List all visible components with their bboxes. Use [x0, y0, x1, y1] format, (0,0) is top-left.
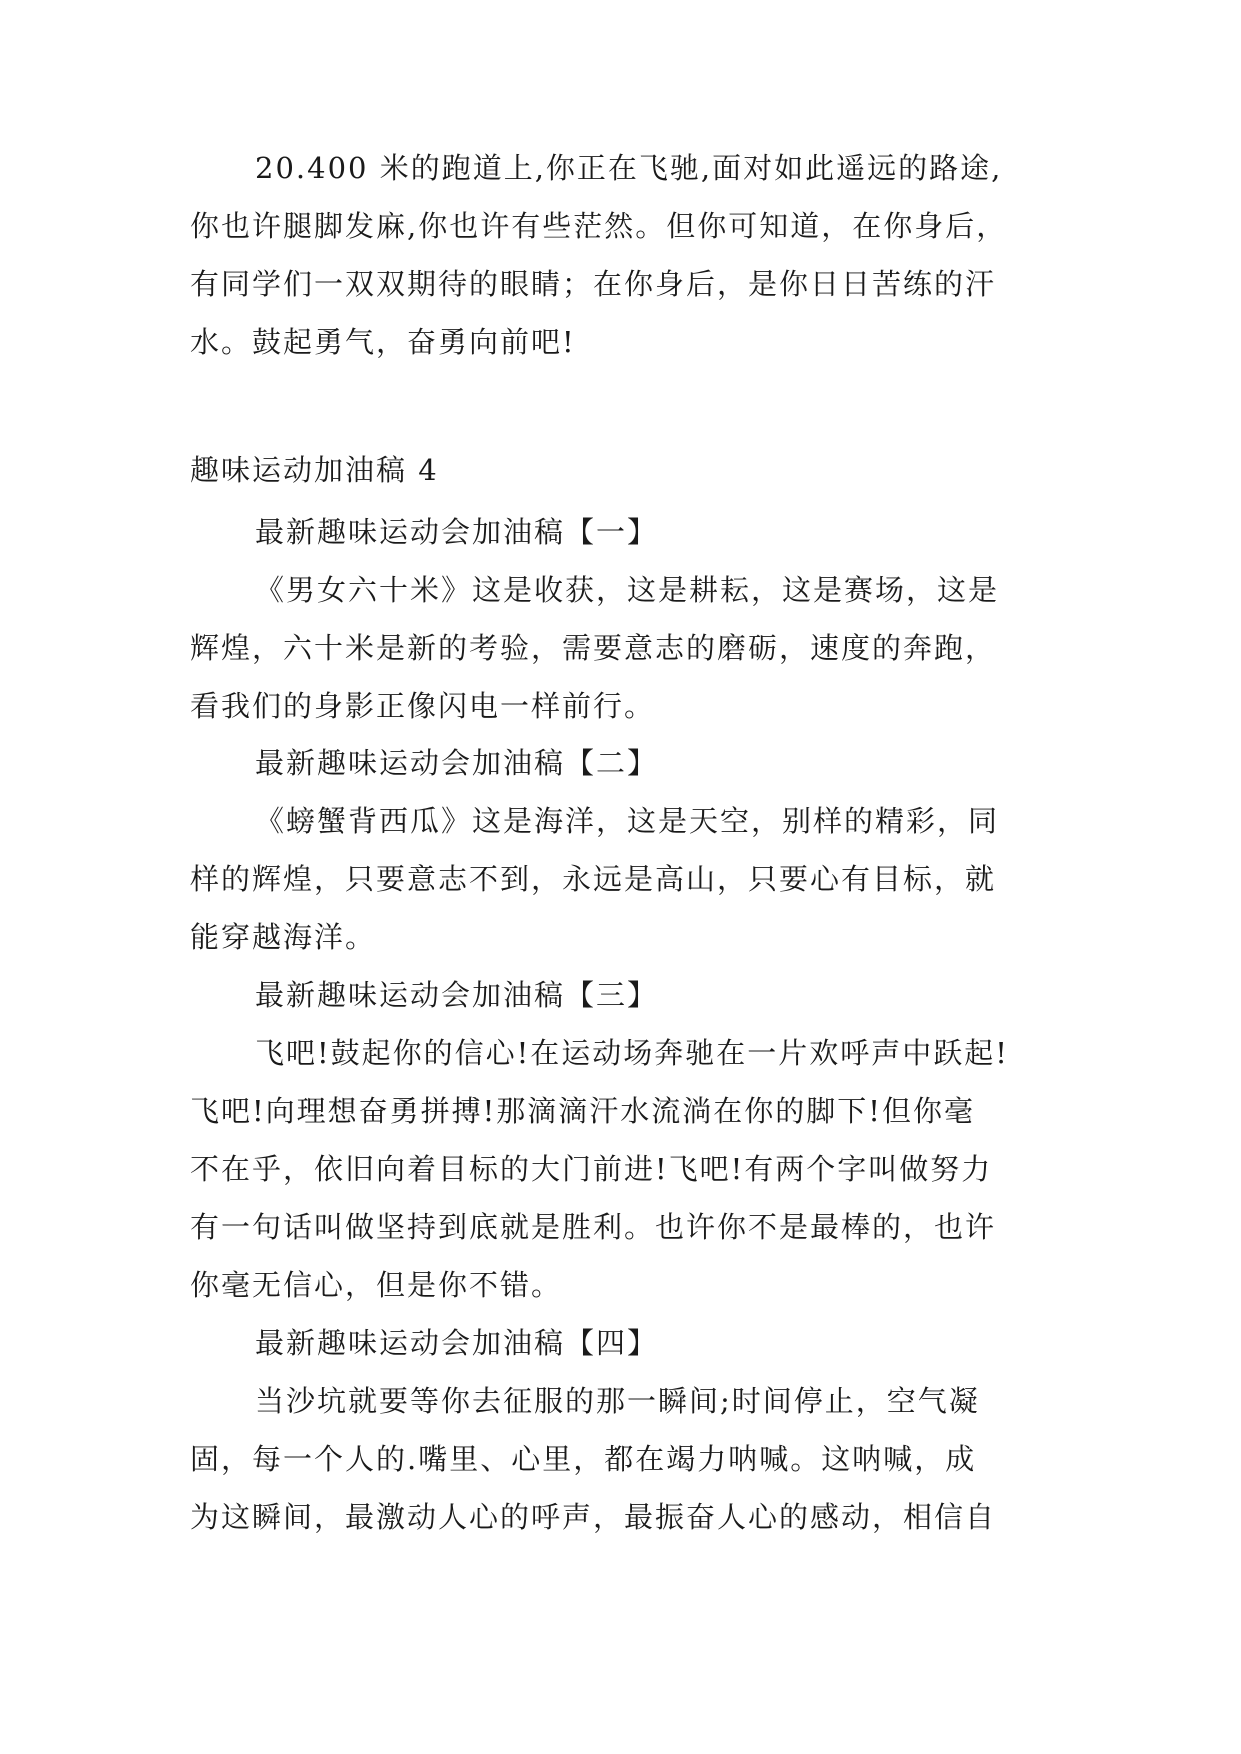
paragraph-line: 当沙坑就要等你去征服的那一瞬间;时间停止，空气凝	[255, 1384, 980, 1418]
paragraph-line: 辉煌，六十米是新的考验，需要意志的磨砺，速度的奔跑，	[190, 631, 997, 665]
paragraph-line: 《男女六十米》这是收获，这是耕耘，这是赛场，这是	[255, 573, 1000, 607]
paragraph-line: 20.400 米的跑道上,你正在飞驰,面对如此遥远的路途,	[255, 151, 1003, 185]
paragraph-line: 看我们的身影正像闪电一样前行。	[190, 689, 656, 723]
paragraph-line: 能穿越海洋。	[190, 920, 377, 954]
part-heading: 最新趣味运动会加油稿【三】	[255, 978, 659, 1012]
paragraph-line: 你毫无信心，但是你不错。	[190, 1268, 563, 1302]
paragraph-line: 不在乎，依旧向着目标的大门前进!飞吧!有两个字叫做努力	[190, 1152, 993, 1186]
paragraph-line: 有一句话叫做坚持到底就是胜利。也许你不是最棒的，也许	[190, 1210, 997, 1244]
paragraph-line: 飞吧!向理想奋勇拼搏!那滴滴汗水流淌在你的脚下!但你毫	[190, 1094, 975, 1128]
paragraph-line: 《螃蟹背西瓜》这是海洋，这是天空，别样的精彩，同	[255, 804, 1000, 838]
part-heading: 最新趣味运动会加油稿【一】	[255, 515, 659, 549]
paragraph-line: 飞吧!鼓起你的信心!在运动场奔驰在一片欢呼声中跃起!	[255, 1036, 1009, 1070]
part-heading: 最新趣味运动会加油稿【四】	[255, 1326, 659, 1360]
paragraph-line: 为这瞬间，最激动人心的呼声，最振奋人心的感动，相信自	[190, 1500, 997, 1534]
paragraph-line: 固，每一个人的.嘴里、心里，都在竭力呐喊。这呐喊，成	[190, 1442, 977, 1476]
paragraph-line: 有同学们一双双期待的眼睛；在你身后，是你日日苦练的汗	[190, 267, 997, 301]
paragraph-line: 样的辉煌，只要意志不到，永远是高山，只要心有目标，就	[190, 862, 997, 896]
section-title: 趣味运动加油稿 4	[190, 453, 439, 487]
part-heading: 最新趣味运动会加油稿【二】	[255, 746, 659, 780]
paragraph-line: 水。鼓起勇气，奋勇向前吧!	[190, 325, 576, 359]
paragraph-line: 你也许腿脚发麻,你也许有些茫然。但你可知道，在你身后，	[190, 209, 1008, 243]
